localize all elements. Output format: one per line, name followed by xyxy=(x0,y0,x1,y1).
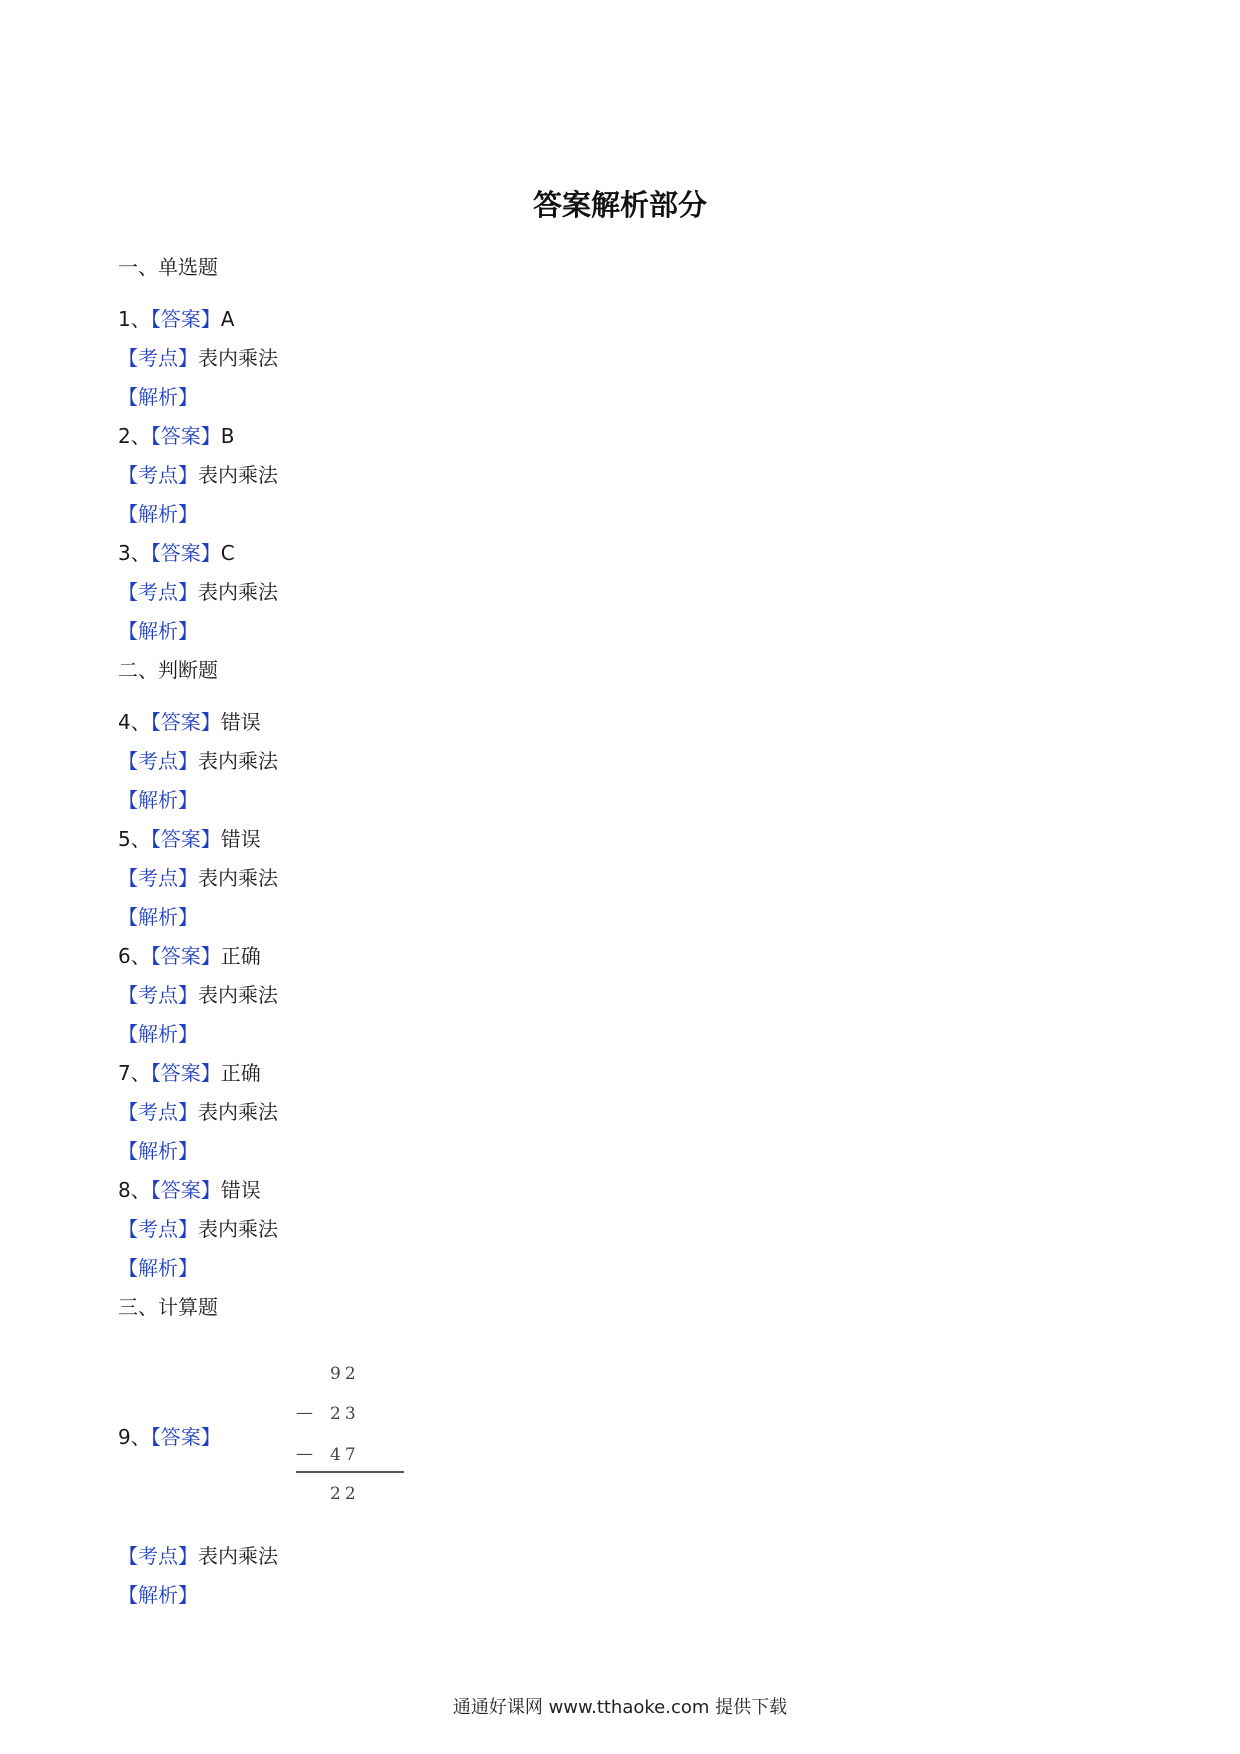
answer-line-9 xyxy=(118,1420,221,1454)
separator: 、 xyxy=(130,710,151,734)
point-line-7 xyxy=(118,1095,278,1129)
question-number: 1 xyxy=(118,307,131,331)
answer-label: 【答案】 xyxy=(150,944,221,968)
separator: 、 xyxy=(130,1425,151,1449)
analysis-line-1: 【解析】 xyxy=(118,385,198,409)
answer-value: 错误 xyxy=(220,827,261,851)
calc-result: 22 xyxy=(330,1484,360,1504)
answer-label: 【答案】 xyxy=(150,307,221,331)
answer-line-5 xyxy=(118,822,261,856)
answer-line-8 xyxy=(118,1173,261,1207)
answer-line-4 xyxy=(118,705,261,739)
answer-value: 正确 xyxy=(220,1061,261,1085)
answer-line-7 xyxy=(118,1056,261,1090)
question-number: 6 xyxy=(118,944,131,968)
answer-label: 【答案】 xyxy=(150,541,221,565)
question-number: 8 xyxy=(118,1178,131,1202)
question-number: 7 xyxy=(118,1061,131,1085)
analysis-line-8: 【解析】 xyxy=(118,1256,198,1280)
answer-value: B xyxy=(220,424,235,448)
question-number: 5 xyxy=(118,827,131,851)
analysis-line-3: 【解析】 xyxy=(118,619,198,643)
point-label: 【考点】 xyxy=(118,749,198,773)
calc-line-1: 92 xyxy=(330,1364,360,1384)
analysis-line-7: 【解析】 xyxy=(118,1139,198,1163)
point-value: 表内乘法 xyxy=(198,866,278,890)
separator: 、 xyxy=(130,541,151,565)
answer-label: 【答案】 xyxy=(150,1178,221,1202)
analysis-line-2: 【解析】 xyxy=(118,502,198,526)
point-label: 【考点】 xyxy=(118,1100,198,1124)
point-line-5 xyxy=(118,861,278,895)
point-line-8 xyxy=(118,1212,278,1246)
footer-credit: 通通好课网 www.tthaoke.com 提供下载 xyxy=(452,1697,788,1718)
point-label: 【考点】 xyxy=(118,1217,198,1241)
answer-value: C xyxy=(220,541,235,565)
section-heading: 三、计算题 xyxy=(118,1295,218,1319)
subtraction-figure xyxy=(296,1364,406,1519)
answer-value: A xyxy=(220,307,235,331)
point-line-2 xyxy=(118,458,278,492)
separator: 、 xyxy=(130,1178,151,1202)
point-label: 【考点】 xyxy=(118,580,198,604)
page-title: 答案解析部分 xyxy=(532,188,707,222)
point-line-3 xyxy=(118,575,278,609)
analysis-line-4: 【解析】 xyxy=(118,788,198,812)
question-number: 9 xyxy=(118,1425,131,1449)
answer-value: 错误 xyxy=(220,710,261,734)
point-value: 表内乘法 xyxy=(198,580,278,604)
answer-line-6 xyxy=(118,939,261,973)
question-number: 4 xyxy=(118,710,131,734)
question-number: 3 xyxy=(118,541,131,565)
answer-line-3 xyxy=(118,536,235,570)
answer-label: 【答案】 xyxy=(150,424,221,448)
minus-sign: — xyxy=(296,1444,313,1464)
separator: 、 xyxy=(130,944,151,968)
calc-line-3: 47 xyxy=(330,1445,360,1465)
section-heading: 二、判断题 xyxy=(118,658,218,682)
point-line-9 xyxy=(118,1539,278,1573)
answer-line-2 xyxy=(118,419,234,453)
analysis-line-9: 【解析】 xyxy=(118,1583,198,1607)
point-label: 【考点】 xyxy=(118,866,198,890)
section-heading: 一、单选题 xyxy=(118,255,218,279)
separator: 、 xyxy=(130,307,151,331)
point-value: 表内乘法 xyxy=(198,463,278,487)
separator: 、 xyxy=(130,1061,151,1085)
point-value: 表内乘法 xyxy=(198,1100,278,1124)
calc-line-2: 23 xyxy=(330,1404,360,1424)
point-value: 表内乘法 xyxy=(198,346,278,370)
answer-value: 正确 xyxy=(220,944,261,968)
point-line-4 xyxy=(118,744,278,778)
answer-label: 【答案】 xyxy=(150,827,221,851)
answer-label: 【答案】 xyxy=(150,1425,221,1449)
point-label: 【考点】 xyxy=(118,463,198,487)
minus-sign: — xyxy=(296,1403,313,1423)
answer-line-1 xyxy=(118,302,234,336)
point-label: 【考点】 xyxy=(118,346,198,370)
separator: 、 xyxy=(130,827,151,851)
analysis-line-6: 【解析】 xyxy=(118,1022,198,1046)
point-value: 表内乘法 xyxy=(198,1544,278,1568)
point-value: 表内乘法 xyxy=(198,749,278,773)
answer-label: 【答案】 xyxy=(150,1061,221,1085)
point-label: 【考点】 xyxy=(118,1544,198,1568)
question-number: 2 xyxy=(118,424,131,448)
result-rule xyxy=(296,1471,404,1473)
answer-value: 错误 xyxy=(220,1178,261,1202)
point-value: 表内乘法 xyxy=(198,1217,278,1241)
point-label: 【考点】 xyxy=(118,983,198,1007)
analysis-line-5: 【解析】 xyxy=(118,905,198,929)
point-line-6 xyxy=(118,978,278,1012)
separator: 、 xyxy=(130,424,151,448)
answer-label: 【答案】 xyxy=(150,710,221,734)
point-value: 表内乘法 xyxy=(198,983,278,1007)
point-line-1 xyxy=(118,341,278,375)
